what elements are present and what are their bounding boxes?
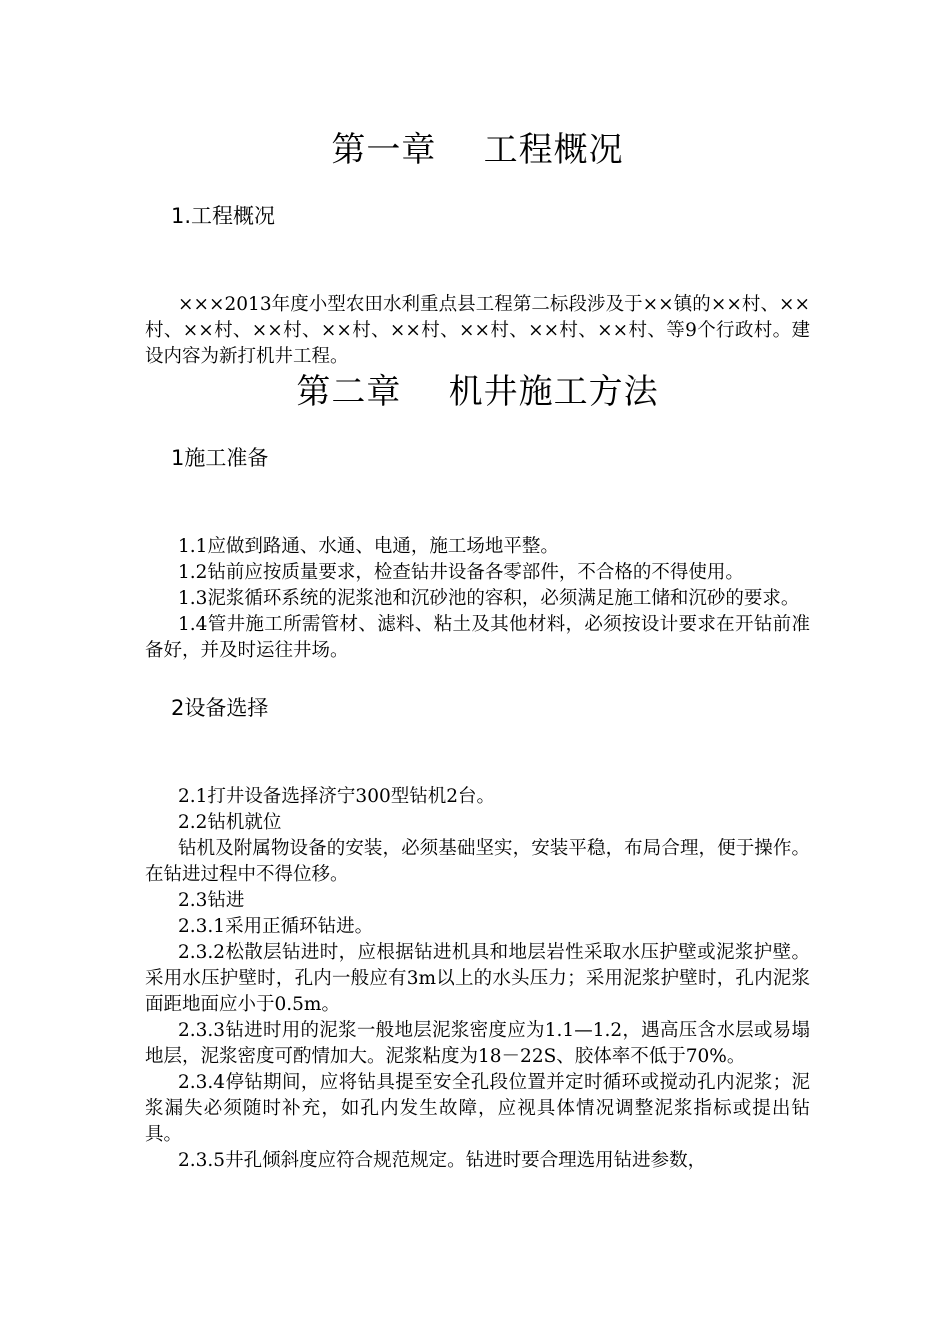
paragraph: 2.1打井设备选择济宁300型钻机2台。 [178,786,496,807]
paragraph: 2.2钻机就位 [178,812,282,833]
section-heading-2-2: 2设备选择 [171,696,269,720]
spacer [145,230,810,292]
section-heading-2-1: 1施工准备 [171,446,269,470]
spacer [145,664,810,694]
paragraph: 2.3.1采用正循环钻进。 [178,916,374,937]
paragraph: 1.3泥浆循环系统的泥浆池和沉砂池的容积，必须满足施工储和沉砂的要求。 [178,588,800,609]
paragraph: 1.2钻前应按质量要求，检查钻井设备各零部件，不合格的不得使用。 [178,562,744,583]
paragraph: 2.3钻进 [178,890,245,911]
spacer [145,172,810,202]
spacer [145,414,810,444]
paragraph: ×××2013年度小型农田水利重点县工程第二标段涉及于××镇的××村、××村、××村、××村、××村、××村、××村、××村、××村、等9个行政村。建设内容为新打机井工程。 [145,294,810,367]
paragraph: 1.1应做到路通、水通、电通，施工场地平整。 [178,536,559,557]
paragraph: 2.3.2松散层钻进时，应根据钻进机具和地层岩性采取水压护壁或泥浆护壁。采用水压护壁时，孔内一般应有3m以上的水头压力；采用泥浆护壁时，孔内泥浆面距地面应小于0.5m。 [145,942,810,1015]
section-heading-1-1: 1.工程概况 [171,204,276,228]
paragraph: 2.3.4停钻期间，应将钻具提至安全孔段位置并定时循环或搅动孔内泥浆；泥浆漏失必须随时补充，如孔内发生故障，应视具体情况调整泥浆指标或提出钻具。 [145,1072,810,1145]
paragraph: 2.3.5井孔倾斜度应符合规范规定。钻进时要合理选用钻进参数， [178,1150,707,1171]
paragraph: 钻机及附属物设备的安装，必须基础坚实，安装平稳，布局合理，便于操作。在钻进过程中不得位移。 [145,838,810,885]
document-body [145,128,810,1174]
chapter-2-title: 第二章 机井施工方法 [296,372,659,412]
spacer [145,722,810,784]
spacer [145,472,810,534]
chapter-1-title: 第一章 工程概况 [331,130,624,170]
paragraph: 1.4管井施工所需管材、滤料、粘土及其他材料，必须按设计要求在开钻前准备好，并及时运往井场。 [145,614,810,661]
paragraph: 2.3.3钻进时用的泥浆一般地层泥浆密度应为1.1—1.2，遇高压含水层或易塌地层，泥浆密度可酌情加大。泥浆粘度为18－22S、胶体率不低于70%。 [145,1020,810,1067]
